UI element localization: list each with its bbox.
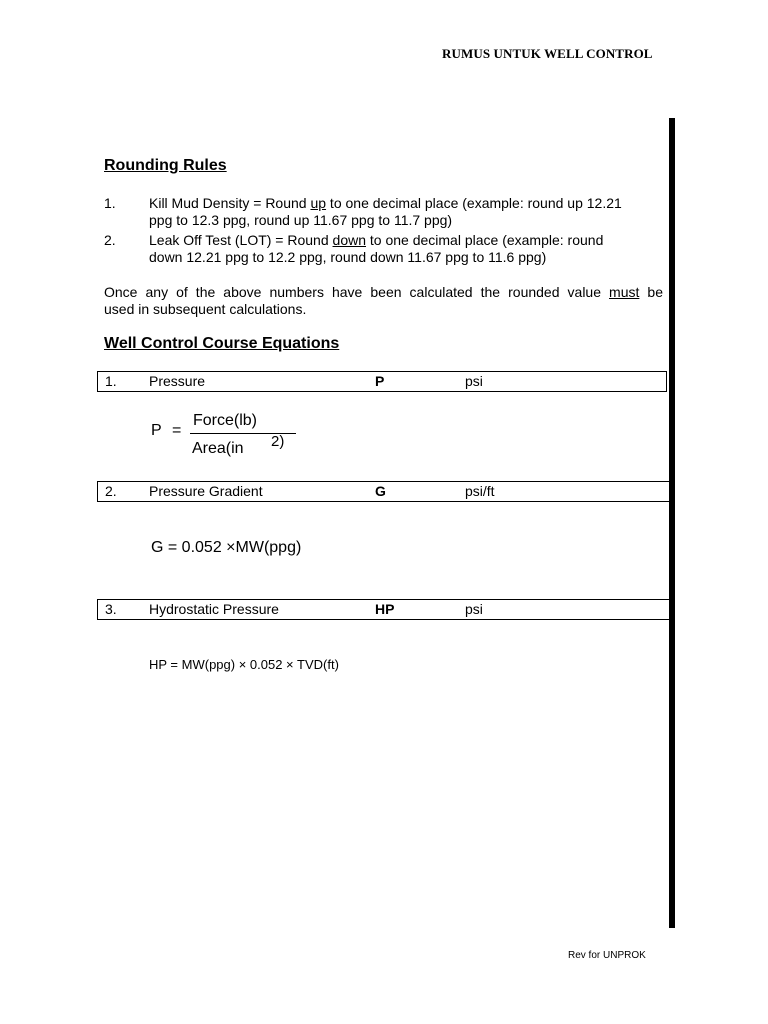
formula-equals: =	[172, 422, 182, 439]
rounding-note	[104, 284, 663, 318]
formula-numerator: Force(lb)	[193, 412, 258, 429]
revision-footer: Rev for UNPROK	[568, 950, 646, 961]
list-item-1-line2: ppg to 12.3 ppg, round up 11.67 ppg to 11.7 ppg)	[149, 212, 453, 228]
equation-row-pressure-gradient	[97, 481, 673, 502]
list-item-number: 2.	[104, 232, 116, 248]
list-item-2-line2: down 12.21 ppg to 12.2 ppg, round down 11.67 ppg to 11.6 ppg)	[149, 249, 547, 265]
hydrostatic-pressure-formula: HP = MW(ppg) × 0.052 × TVD(ft)	[149, 657, 339, 672]
formula-denominator: Area(in	[192, 440, 244, 457]
equation-number: 3.	[105, 601, 117, 617]
equation-symbol: G	[375, 483, 386, 499]
pressure-gradient-formula: G = 0.052 ×MW(ppg)	[151, 539, 302, 556]
equation-unit: psi	[465, 601, 483, 617]
list-item-1	[149, 195, 663, 229]
rounding-note-line1: Once any of the above numbers have been calculated the rounded value must be	[104, 284, 663, 300]
equation-name: Pressure Gradient	[149, 483, 263, 499]
equation-name: Pressure	[149, 373, 206, 389]
equation-unit: psi/ft	[465, 483, 495, 499]
list-item-2-line1: Leak Off Test (LOT) = Round down to one decimal place (example: round	[149, 232, 604, 248]
formula-exponent: 2)	[271, 433, 285, 450]
rounding-rules-heading: Rounding Rules	[104, 157, 227, 174]
equation-unit: psi	[465, 373, 483, 389]
equation-number: 1.	[105, 373, 117, 389]
rounding-note-line2: used in subsequent calculations.	[104, 301, 307, 317]
equations-heading: Well Control Course Equations	[104, 335, 340, 352]
equation-number: 2.	[105, 483, 117, 499]
document-header-title: RUMUS UNTUK WELL CONTROL	[442, 46, 653, 61]
equation-symbol: P	[375, 373, 385, 389]
page-vertical-rule	[669, 118, 675, 928]
list-item-2	[149, 232, 663, 266]
equation-row-hydrostatic-pressure	[97, 599, 673, 620]
list-item-number: 1.	[104, 195, 116, 211]
formula-lhs: P	[151, 422, 162, 439]
equation-name: Hydrostatic Pressure	[149, 601, 279, 617]
equation-row-pressure	[97, 371, 667, 392]
equation-symbol: HP	[375, 601, 395, 617]
list-item-1-line1: Kill Mud Density = Round up to one decimal place (example: round up 12.21	[149, 195, 622, 211]
